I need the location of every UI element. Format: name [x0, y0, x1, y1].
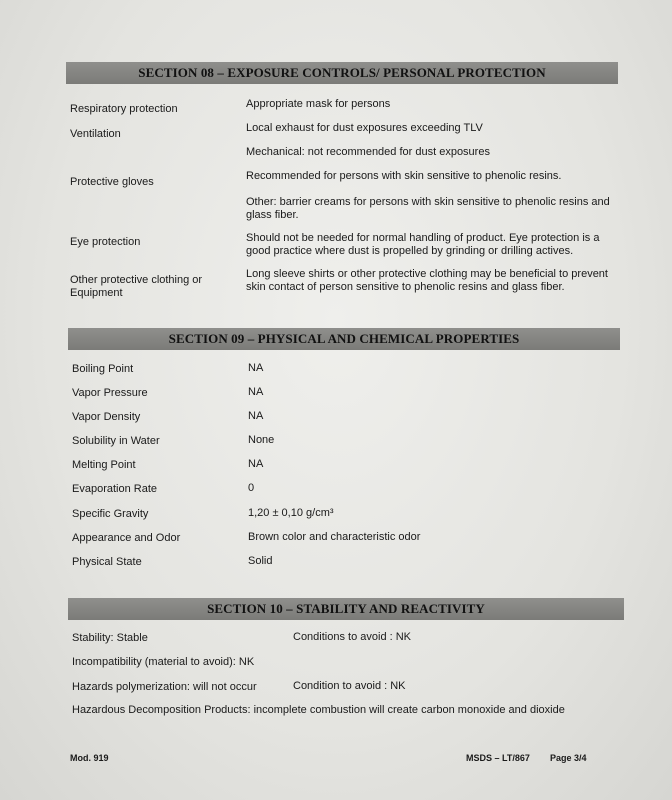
value-melting-point: NA: [248, 458, 264, 470]
label-physical-state: Physical State: [72, 556, 142, 568]
value-protective-gloves: Recommended for persons with skin sensitive to phenolic resins.: [246, 170, 562, 182]
section-10-header: SECTION 10 – STABILITY AND REACTIVITY: [68, 598, 624, 620]
value-eye-protection: Should not be needed for normal handling of product. Eye protection is a good practice where dust is propelled by grinding or drilling actives.: [246, 232, 600, 257]
label-eye-protection: Eye protection: [70, 236, 141, 248]
value-respiratory-protection: Appropriate mask for persons: [246, 98, 391, 110]
value-other-protective-clothing: Long sleeve shirts or other protective clothing may be beneficial to prevent skin contact of person sensitive to phenolic resins and glass fiber.: [246, 268, 608, 293]
label-other-protective-clothing: Other protective clothing or Equipment: [70, 274, 203, 299]
value-evaporation-rate: 0: [248, 482, 255, 494]
incompatibility-text: Incompatibility (material to avoid): NK: [72, 656, 255, 668]
label-evaporation-rate: Evaporation Rate: [72, 483, 157, 495]
value-physical-state: Solid: [248, 555, 273, 567]
footer-model-number: Mod. 919: [70, 753, 109, 763]
footer-page-number: Page 3/4: [550, 753, 587, 763]
value-boiling-point: NA: [248, 362, 264, 374]
conditions-to-avoid-2: Condition to avoid : NK: [293, 680, 406, 692]
section-09-header: SECTION 09 – PHYSICAL AND CHEMICAL PROPERTIES: [68, 328, 620, 350]
section-08-header: SECTION 08 – EXPOSURE CONTROLS/ PERSONAL PROTECTION: [66, 62, 618, 84]
label-protective-gloves: Protective gloves: [70, 176, 154, 188]
value-specific-gravity: 1,20 ± 0,10 g/cm³: [248, 507, 334, 519]
label-vapor-density: Vapor Density: [72, 411, 141, 423]
footer-document-code: MSDS – LT/867: [466, 753, 530, 763]
value-ventilation: Local exhaust for dust exposures exceeding TLV: [246, 122, 483, 134]
label-respiratory-protection: Respiratory protection: [70, 103, 178, 115]
value-vapor-pressure: NA: [248, 386, 264, 398]
hazardous-decomposition-text: Hazardous Decomposition Products: incomplete combustion will create carbon monoxide and dioxide: [72, 704, 565, 716]
value-vapor-density: NA: [248, 410, 264, 422]
hazards-polymerization-text: Hazards polymerization: will not occur: [72, 681, 257, 693]
stability-text: Stability: Stable: [72, 632, 148, 644]
label-specific-gravity: Specific Gravity: [72, 508, 149, 520]
label-boiling-point: Boiling Point: [72, 363, 134, 375]
value-appearance-and-odor: Brown color and characteristic odor: [248, 531, 421, 543]
value-mechanical-ventilation: Mechanical: not recommended for dust exposures: [246, 146, 490, 158]
label-vapor-pressure: Vapor Pressure: [72, 387, 148, 399]
value-barrier-creams: Other: barrier creams for persons with skin sensitive to phenolic resins and glass fiber.: [246, 196, 610, 221]
label-appearance-and-odor: Appearance and Odor: [72, 532, 181, 544]
label-melting-point: Melting Point: [72, 459, 136, 471]
conditions-to-avoid-1: Conditions to avoid : NK: [293, 631, 412, 643]
label-ventilation: Ventilation: [70, 128, 121, 140]
label-solubility-in-water: Solubility in Water: [72, 435, 160, 447]
value-solubility-in-water: None: [248, 434, 275, 446]
